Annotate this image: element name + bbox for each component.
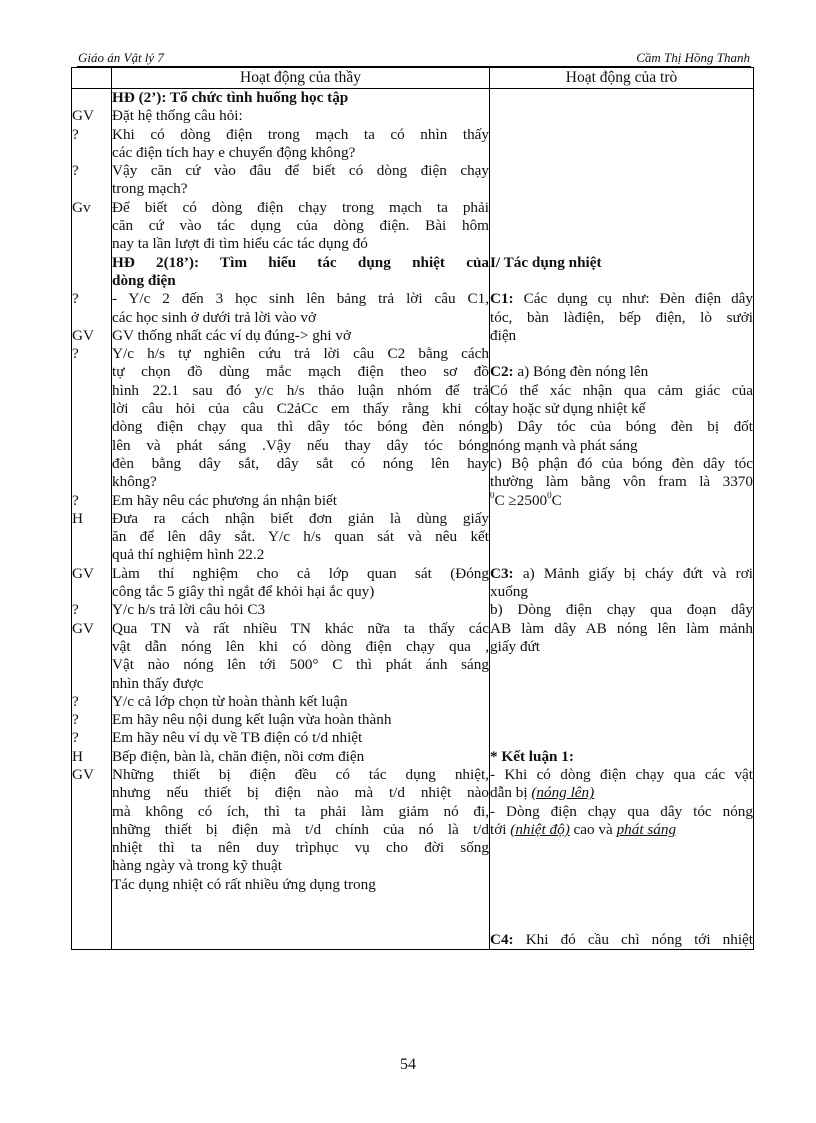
conclusion-title: * Kết luận 1: bbox=[490, 747, 574, 765]
table-header-row bbox=[72, 68, 754, 89]
teacher-line: dòng điện bbox=[112, 271, 176, 289]
teacher-line: Bếp điện, bàn là, chăn điện, nồi cơm điện bbox=[112, 747, 365, 765]
marker-line: GV bbox=[72, 765, 94, 783]
teacher-line: những thiết bị điện mà t/d chính của nó là t/d bbox=[112, 820, 489, 838]
spacer-line bbox=[490, 656, 753, 674]
teacher-line: vật dẫn nóng lên khi có dòng điện chạy qua , bbox=[112, 637, 489, 655]
marker-line: H bbox=[72, 747, 83, 765]
teacher-line: trong mạch? bbox=[112, 180, 188, 198]
teacher-line: Y/c cả lớp chọn từ hoàn thành kết luận bbox=[112, 692, 348, 710]
conclusion-blank-3: phát sáng bbox=[616, 820, 677, 838]
teacher-line: ăn để lên dây sắt. Y/c h/s quan sát và nêu kết bbox=[112, 528, 489, 546]
teacher-line: Em hãy nêu nội dung kết luận vừa hoàn thành bbox=[112, 711, 392, 729]
teacher-line: HĐ 2(18’): Tìm hiểu tác dụng nhiệt của bbox=[112, 253, 489, 271]
teacher-line: Em hãy nêu ví dụ về TB điện có t/d nhiệt bbox=[112, 729, 363, 747]
c2-answer-line-4: b) Dây tóc của bóng đèn bị đốt bbox=[490, 418, 753, 436]
conclusion-line-4: tới (nhiệt độ) cao và phát sáng bbox=[490, 820, 677, 838]
marker-line bbox=[72, 675, 111, 693]
teacher-line: mà không có ích, thì ta phải làm giảm nó đi, bbox=[112, 802, 489, 820]
marker-line: ? bbox=[72, 162, 79, 180]
marker-line bbox=[72, 821, 111, 839]
c2-answer-line-6: c) Bộ phận đó của bóng đèn dây tóc bbox=[490, 454, 753, 472]
c1-answer-line-2: tóc, bàn làđiện, bếp điện, lò sưởi bbox=[490, 308, 753, 326]
marker-line bbox=[72, 400, 111, 418]
c2-answer-line-1: C2: a) Bóng đèn nóng lên bbox=[490, 363, 649, 381]
marker-line: ? bbox=[72, 601, 79, 619]
teacher-line: HĐ (2’): Tổ chức tình huống học tập bbox=[112, 89, 349, 106]
spacer-line bbox=[490, 839, 753, 857]
marker-line bbox=[72, 217, 111, 235]
marker-line: GV bbox=[72, 107, 94, 125]
page-header bbox=[77, 50, 751, 67]
marker-line: H bbox=[72, 509, 83, 527]
marker-line: ? bbox=[72, 491, 79, 509]
marker-line bbox=[72, 382, 111, 400]
teacher-line: Qua TN và rất nhiều TN khác nữa ta thấy các bbox=[112, 619, 489, 637]
conclusion-line-1: - Khi có dòng điện chạy qua các vật bbox=[490, 765, 753, 783]
teacher-line: lời câu hỏi của câu C2ảCc em thấy rằng khi có bbox=[112, 400, 489, 418]
c3-answer-line-2: xuống bbox=[490, 583, 528, 601]
teacher-line: Tác dụng nhiệt có rất nhiều ứng dụng trong bbox=[112, 875, 376, 893]
marker-line bbox=[72, 857, 111, 875]
marker-line bbox=[72, 839, 111, 857]
c1-answer-line-3: điện bbox=[490, 326, 517, 344]
marker-line: GV bbox=[72, 326, 94, 344]
teacher-line: hàng ngày và trong kỹ thuật bbox=[112, 857, 282, 875]
spacer-line bbox=[490, 345, 753, 363]
marker-header bbox=[72, 68, 112, 89]
marker-line bbox=[72, 144, 111, 162]
c4-answer-line: C4: Khi đó cầu chì nóng tới nhiệt bbox=[490, 930, 753, 948]
teacher-line: nhìn thấy được bbox=[112, 674, 204, 692]
teacher-line: lên và phát sáng .Vậy nếu thay dây tóc bóng bbox=[112, 436, 489, 454]
header-subject: Giáo án Vật lý 7 bbox=[78, 50, 164, 65]
teacher-line: các điện tích hay e chuyển động không? bbox=[112, 143, 356, 161]
teacher-line: Đưa ra cách nhận biết đơn giản là dùng giấy bbox=[112, 509, 489, 527]
spacer-line bbox=[490, 510, 753, 528]
marker-line bbox=[72, 437, 111, 455]
c3-answer-line-3: b) Dòng điện chạy qua đoạn dây bbox=[490, 601, 753, 619]
teacher-activity-column bbox=[112, 89, 490, 950]
table-body-row bbox=[72, 89, 754, 950]
teacher-line: Những thiết bị điện đều có tác dụng nhiệt, bbox=[112, 765, 489, 783]
c2-answer-temperature: $^0C \ge 2500^0C$ bbox=[490, 491, 562, 509]
teacher-line: Em hãy nêu các phương án nhận biết bbox=[112, 491, 338, 509]
section-title: I/ Tác dụng nhiệt bbox=[490, 253, 602, 271]
marker-line: ? bbox=[72, 729, 79, 747]
marker-line bbox=[72, 803, 111, 821]
marker-line: ? bbox=[72, 345, 79, 363]
conclusion-line-3: - Dòng điện chạy qua dây tóc nóng bbox=[490, 802, 753, 820]
teacher-line: đèn bằng dây sắt, dây sắt có nóng lên hay bbox=[112, 454, 489, 472]
marker-line bbox=[72, 583, 111, 601]
marker-line bbox=[72, 272, 111, 290]
teacher-line: hình 22.1 sau đó y/c h/s thảo luận nhóm để trả bbox=[112, 381, 489, 399]
c2-answer-line-2: Có thể xác nhận qua cảm giác của bbox=[490, 381, 753, 399]
c1-answer-line-1: C1: Các dụng cụ như: Đèn điện dây bbox=[490, 290, 753, 308]
marker-line: ? bbox=[72, 125, 79, 143]
teacher-line: không? bbox=[112, 473, 157, 491]
marker-line: ? bbox=[72, 711, 79, 729]
marker-line: GV bbox=[72, 619, 94, 637]
teacher-line: Khi có dòng điện trong mạch ta có nhìn thấy bbox=[112, 125, 489, 143]
c2-answer-line-7: thường làm bằng vôn fram là 3370 bbox=[490, 473, 753, 491]
c2-answer-line-3: tay hoặc sử dụng nhiệt kế bbox=[490, 400, 646, 418]
marker-line bbox=[72, 473, 111, 491]
marker-line bbox=[72, 656, 111, 674]
teacher-line: Vậy căn cứ vào đâu để biết có dòng điện chạy bbox=[112, 162, 489, 180]
teacher-line: GV thống nhất các ví dụ đúng-> ghi vở bbox=[112, 326, 352, 344]
marker-column bbox=[72, 89, 112, 950]
conclusion-blank-2: (nhiệt độ) bbox=[510, 820, 570, 838]
teacher-line: công tắc 5 giây thì ngắt để khỏi hại ắc quy) bbox=[112, 583, 375, 601]
marker-line bbox=[72, 363, 111, 381]
teacher-line: nhưng nếu thiết bị điện nào mà t/d nhiệt nào bbox=[112, 784, 489, 802]
teacher-line: căn cứ vào tác dụng của dòng điện. Bài hôm bbox=[112, 217, 489, 235]
c2-answer-line-5: nóng mạnh và phát sáng bbox=[490, 436, 638, 454]
spacer-line bbox=[490, 272, 753, 290]
marker-line bbox=[72, 418, 111, 436]
teacher-line: Y/c h/s tự nghiên cứu trả lời câu C2 bằng cách bbox=[112, 345, 489, 363]
teacher-line: Đặt hệ thống câu hỏi: bbox=[112, 107, 243, 125]
teacher-line: tự chọn đồ dùng mắc mạch điện theo sơ đồ bbox=[112, 363, 489, 381]
teacher-line: - Y/c 2 đến 3 học sinh lên bảng trả lời câu C1, bbox=[112, 290, 489, 308]
teacher-line: các học sinh ở dưới trả lời vào vở bbox=[112, 308, 316, 326]
marker-line: ? bbox=[72, 692, 79, 710]
c3-answer-line-1: C3: a) Mảnh giấy bị cháy đứt và rơi bbox=[490, 564, 753, 582]
marker-line bbox=[72, 455, 111, 473]
marker-line bbox=[72, 180, 111, 198]
header-author: Cầm Thị Hồng Thanh bbox=[636, 50, 750, 65]
teacher-line: nay ta lần lượt đi tìm hiểu các tác dụng đó bbox=[112, 235, 368, 253]
c3-answer-line-4: AB làm dây AB nóng lên làm mảnh bbox=[490, 619, 753, 637]
c3-answer-line-5: giấy đứt bbox=[490, 637, 540, 655]
marker-line bbox=[72, 528, 111, 546]
teacher-column-header: Hoạt động của thầy bbox=[112, 68, 490, 89]
marker-line bbox=[72, 546, 111, 564]
teacher-line: Vật nào nóng lên tới 500° C thì phát ánh sáng bbox=[112, 656, 489, 674]
marker-line: ? bbox=[72, 290, 79, 308]
marker-line: Gv bbox=[72, 198, 91, 216]
spacer-line bbox=[490, 89, 753, 107]
marker-line bbox=[72, 876, 111, 894]
teacher-line: Làm thí nghiệm cho cả lớp quan sát (Đóng bbox=[112, 564, 489, 582]
page-number: 54 bbox=[400, 1056, 416, 1073]
marker-line bbox=[72, 235, 111, 253]
teacher-line: quả thí nghiệm hình 22.2 bbox=[112, 546, 265, 564]
conclusion-blank-1: (nóng lên) bbox=[531, 784, 595, 802]
marker-line bbox=[72, 784, 111, 802]
marker-line bbox=[72, 309, 111, 327]
student-activity-column bbox=[490, 89, 754, 950]
marker-line bbox=[72, 89, 111, 107]
marker-line bbox=[72, 638, 111, 656]
teacher-line: Y/c h/s trả lời câu hỏi C3 bbox=[112, 601, 266, 619]
marker-line bbox=[72, 254, 111, 272]
conclusion-line-2: dẫn bị (nóng lên) bbox=[490, 784, 595, 802]
teacher-line: dòng điện chạy qua thì dây tóc bóng đèn nóng bbox=[112, 418, 489, 436]
teacher-line: nhiệt thì ta nên duy trìphục vụ cho đời sống bbox=[112, 839, 489, 857]
lesson-table bbox=[71, 67, 754, 950]
student-column-header: Hoạt động của trò bbox=[490, 68, 754, 89]
marker-line: GV bbox=[72, 564, 94, 582]
teacher-line: Để biết có dòng điện chạy trong mạch ta phải bbox=[112, 198, 489, 216]
